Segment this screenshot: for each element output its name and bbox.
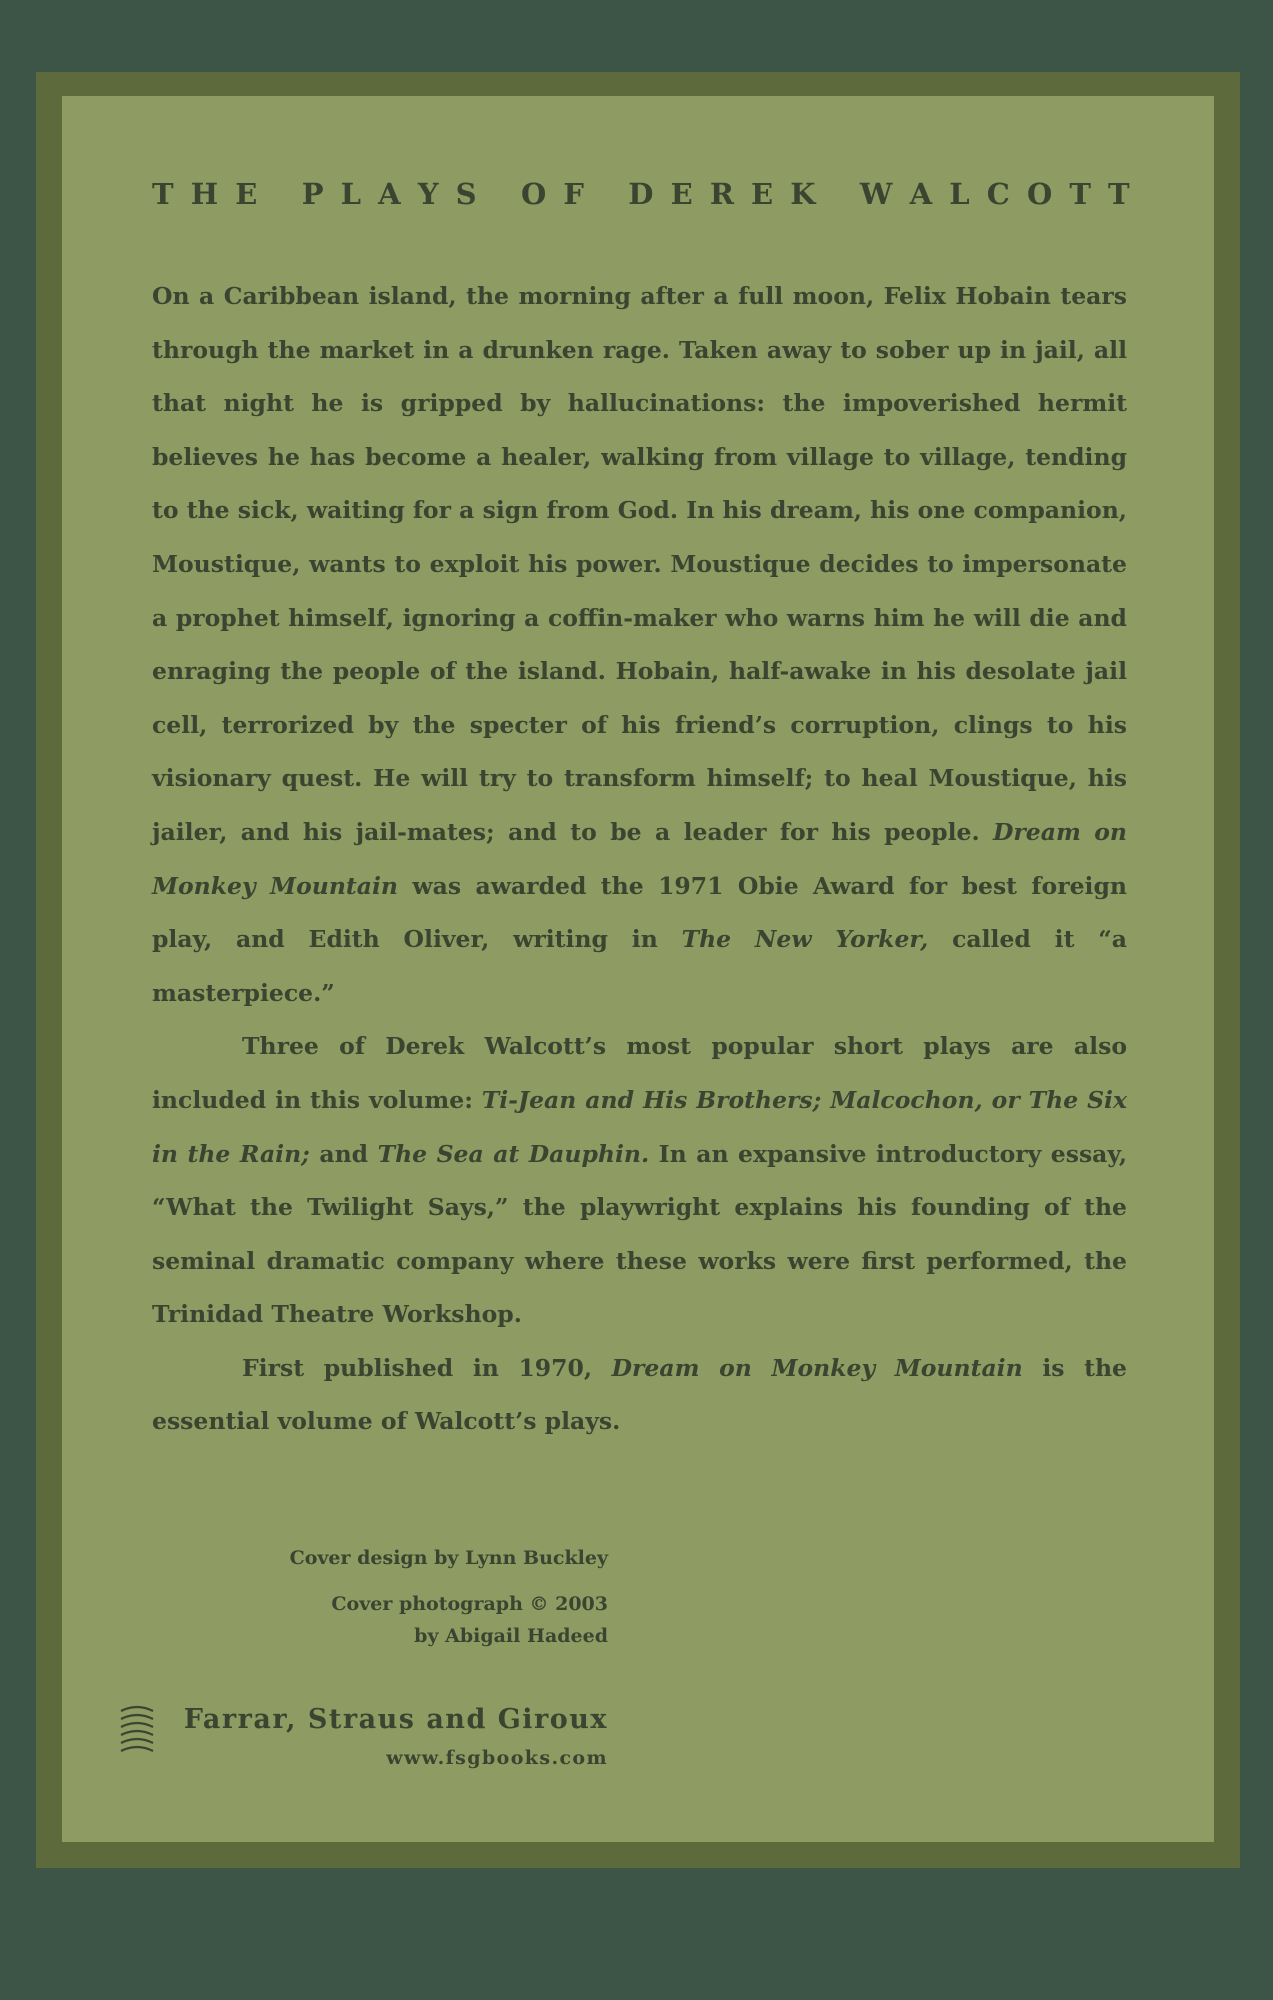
title-letter: S bbox=[455, 177, 477, 211]
title-letter: K bbox=[790, 177, 816, 211]
italic-title: The New Yorker, bbox=[681, 925, 929, 954]
publisher-name: Farrar, Straus and Giroux bbox=[183, 1704, 608, 1735]
title-letter: E bbox=[235, 177, 258, 211]
title-letter: Y bbox=[417, 177, 439, 211]
description-paragraph bbox=[152, 1020, 1127, 1342]
title-letter: O bbox=[1026, 177, 1053, 211]
title-letter: A bbox=[378, 177, 401, 211]
title-letter: F bbox=[563, 177, 584, 211]
title-letter bbox=[833, 170, 843, 218]
cover-photo-credit-name: by Abigail Hadeed bbox=[414, 1625, 608, 1647]
paragraph-text: called it “a masterpiece.” bbox=[152, 925, 1127, 1007]
publisher-url: www.fsgbooks.com bbox=[386, 1747, 608, 1769]
title-letter: L bbox=[340, 177, 362, 211]
title-letter: H bbox=[190, 177, 219, 211]
title-letter: O bbox=[520, 177, 547, 211]
fsg-fish-logo-icon bbox=[116, 1700, 158, 1754]
paragraph-text: On a Caribbean island, the morning after a full moon, Felix Hobain tears through the market in a drunken rage. Taken away to sober up in jail, all that night he is gripped by hallucinations: the impoverished hermit believes he has become a healer, walking from village to village, tending to the sick, waiting for a sign from God. In his dream, his one companion, Moustique, wants to exploit his power. Moustique decides to impersonate a prophet himself, ignoring a coffin-maker who warns him he will die and enraging the people of the island. Hobain, half-awake in his desolate jail cell, terrorized by the specter of his friend’s corruption, clings to his visionary quest. He will try to transform himself; to heal Moustique, his jailer, and his jail-mates; and to be a leader for his people. bbox=[152, 282, 1127, 846]
cover-credits bbox=[152, 1538, 608, 1652]
italic-title: The Sea at Dauphin. bbox=[377, 1139, 650, 1168]
italic-title: Ti-Jean and His Brothers; Malcochon, or The Six in the Rain; bbox=[152, 1085, 1127, 1168]
title-letter: R bbox=[709, 177, 734, 211]
paragraph-text: and bbox=[309, 1139, 378, 1168]
title-letter: E bbox=[751, 177, 774, 211]
paragraph-text: First published in 1970, bbox=[242, 1353, 612, 1382]
title-letter bbox=[494, 170, 504, 218]
description-paragraph bbox=[152, 270, 1127, 1020]
title-letter: A bbox=[909, 177, 933, 211]
cover-design-credit: Cover design by Lynn Buckley bbox=[289, 1547, 608, 1569]
description-paragraph bbox=[152, 1342, 1127, 1449]
title-letter: T bbox=[1108, 177, 1130, 211]
paragraph-text: was awarded the 1971 Obie Award for best foreign play, and Edith Oliver, writing in bbox=[152, 871, 1127, 954]
title-letter bbox=[274, 170, 284, 218]
title-letter: D bbox=[628, 177, 654, 211]
cover-photo-credit: Cover photograph © 2003 bbox=[331, 1593, 608, 1615]
title-letter bbox=[601, 170, 611, 218]
paragraph-text: In an expansive introductory essay, “What the Twilight Says,” the playwright explains his founding of the seminal dramatic company where these works were first performed, the Trinidad Theatre Workshop. bbox=[152, 1139, 1127, 1329]
series-title bbox=[152, 170, 1130, 218]
italic-title: Dream on Monkey Mountain bbox=[611, 1353, 1023, 1382]
title-letter: W bbox=[859, 177, 893, 211]
title-letter: T bbox=[1069, 177, 1091, 211]
title-letter: T bbox=[152, 177, 174, 211]
title-letter: C bbox=[986, 177, 1010, 211]
italic-title: Dream on Monkey Mountain bbox=[152, 817, 1127, 900]
title-letter: E bbox=[670, 177, 693, 211]
paragraph-text: Three of Derek Walcott’s most popular short plays are also included in this volume: bbox=[152, 1032, 1127, 1114]
description-text bbox=[152, 270, 1127, 1449]
title-letter: L bbox=[949, 177, 970, 211]
title-letter: P bbox=[301, 177, 324, 211]
paragraph-text: is the essential volume of Walcott’s plays. bbox=[152, 1353, 1127, 1436]
